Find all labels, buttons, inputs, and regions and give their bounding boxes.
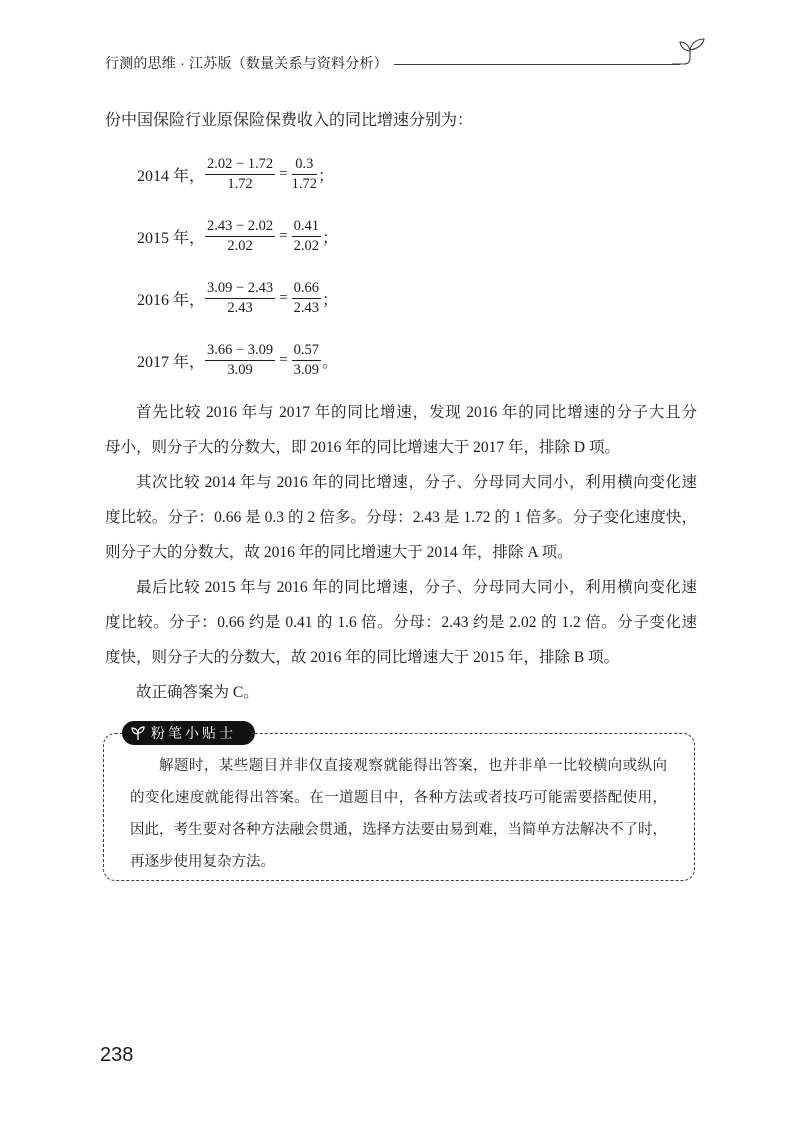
year-label: 2017 年， [137, 353, 206, 371]
paragraph-line: 则分子大的分数大，故 2016 年的同比增速大于 2014 年，排除 A 项。 [105, 544, 573, 561]
fraction-rhs [292, 218, 321, 255]
explanation-text [105, 395, 697, 710]
paragraph-line: 故正确答案为 C。 [136, 684, 259, 701]
end-punctuation: ； [318, 167, 335, 185]
fraction-lhs [205, 156, 275, 193]
paragraph-line: 度比较。分子：0.66 是 0.3 的 2 倍多。分母：2.43 是 1.72 的 1 倍多。分子变化速度快， [105, 509, 697, 526]
running-header [105, 53, 680, 73]
fraction-numerator: 3.66 − 3.09 [205, 342, 275, 361]
fraction-numerator: 3.09 − 2.43 [205, 280, 275, 299]
paragraph-line: 最后比较 2015 年与 2016 年的同比增速，分子、分母同大同小，利用横向变化速 [136, 579, 697, 596]
tip-badge [122, 721, 255, 745]
formula-list [137, 152, 338, 400]
header-rule [394, 64, 680, 65]
formula-row [137, 338, 338, 382]
answer-paragraph [105, 675, 697, 710]
sprout-icon [130, 725, 146, 741]
equals-sign: = [279, 227, 288, 244]
tip-title: 粉笔小贴士 [151, 725, 236, 741]
explanation-paragraph [105, 570, 697, 675]
tip-line: 再逐步使用复杂方法。 [130, 854, 275, 870]
equals-sign: = [279, 351, 288, 368]
running-title: 行测的思维 · 江苏版（数量关系与资料分析） [105, 55, 388, 71]
fraction-rhs [292, 280, 321, 317]
fraction-lhs [205, 218, 275, 255]
year-label: 2015 年， [137, 229, 206, 247]
intro-line: 份中国保险行业原保险保费收入的同比增速分别为： [105, 112, 474, 129]
formula-row [137, 214, 338, 258]
formula-row [137, 152, 338, 196]
paragraph-line: 度快，则分子大的分数大，故 2016 年的同比增速大于 2015 年，排除 B 项。 [105, 649, 620, 666]
paragraph-line: 度比较。分子：0.66 约是 0.41 的 1.6 倍。分母：2.43 约是 2.02 的 1.2 倍。分子变化速 [105, 614, 697, 631]
sprout-icon [672, 34, 708, 66]
fraction-denominator: 2.02 [227, 237, 253, 254]
fraction-denominator: 3.09 [227, 361, 253, 378]
end-punctuation: ； [322, 291, 339, 309]
paragraph-line: 其次比较 2014 年与 2016 年的同比增速，分子、分母同大同小，利用横向变化速 [136, 474, 697, 491]
fraction-denominator: 1.72 [227, 175, 253, 192]
fraction-denominator: 1.72 [291, 175, 318, 192]
fraction-lhs [205, 342, 275, 379]
tip-line: 解题时，某些题目并非仅直接观察就能得出答案，也并非单一比较横向或纵向 [159, 758, 667, 774]
explanation-paragraph [105, 395, 697, 465]
tip-line: 的变化速度就能得出答案。在一道题目中，各种方法或者技巧可能需要搭配使用， [130, 790, 667, 806]
paragraph-line: 首先比较 2016 年与 2017 年的同比增速，发现 2016 年的同比增速的分子大且分 [136, 404, 697, 421]
year-label: 2016 年， [137, 291, 206, 309]
fraction-numerator: 0.66 [292, 280, 321, 299]
explanation-paragraph [105, 465, 697, 570]
fraction-denominator: 2.43 [293, 299, 320, 316]
end-punctuation: 。 [322, 353, 339, 371]
fraction-lhs [205, 280, 275, 317]
fraction-numerator: 2.43 − 2.02 [205, 218, 275, 237]
fraction-numerator: 0.3 [292, 156, 317, 175]
paragraph-line: 母小，则分子大的分数大，即 2016 年的同比增速大于 2017 年，排除 D 项。 [105, 439, 620, 456]
fraction-rhs [292, 156, 317, 193]
end-punctuation: ； [322, 229, 339, 247]
equals-sign: = [279, 165, 288, 182]
fraction-rhs [292, 342, 321, 379]
formula-row [137, 276, 338, 320]
page-number: 238 [100, 1044, 134, 1066]
equals-sign: = [279, 289, 288, 306]
fraction-denominator: 3.09 [293, 361, 320, 378]
year-label: 2014 年， [137, 167, 206, 185]
tip-text [130, 750, 667, 878]
fraction-numerator: 0.57 [292, 342, 321, 361]
fraction-numerator: 0.41 [292, 218, 321, 237]
fraction-denominator: 2.02 [293, 237, 320, 254]
tip-line: 因此，考生要对各种方法融会贯通，选择方法要由易到难，当简单方法解决不了时， [130, 822, 667, 838]
fraction-denominator: 2.43 [227, 299, 253, 316]
fraction-numerator: 2.02 − 1.72 [205, 156, 275, 175]
